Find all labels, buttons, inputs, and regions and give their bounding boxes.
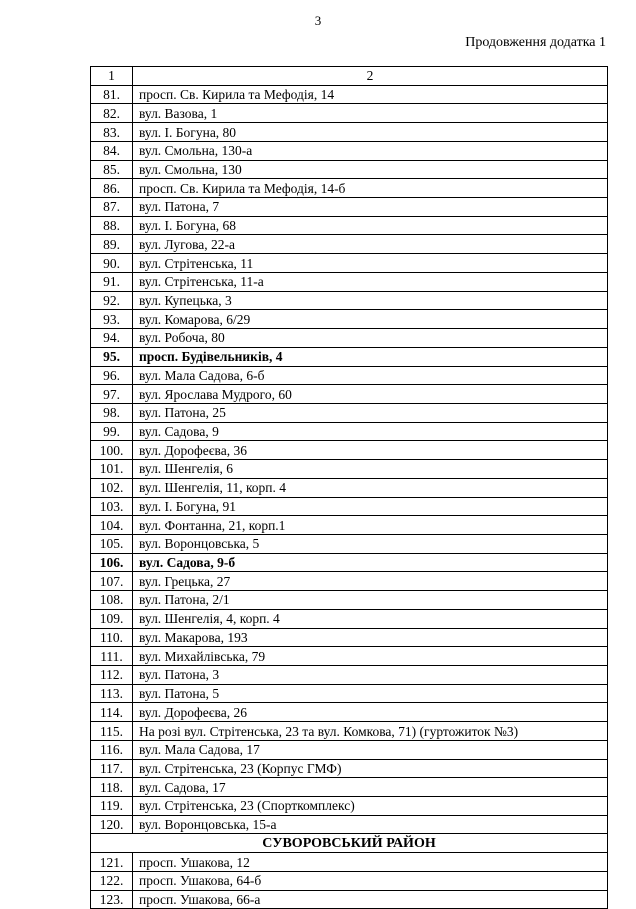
table-row — [91, 778, 608, 797]
table-row — [91, 254, 608, 273]
table-row — [91, 666, 608, 685]
row-number: 93. — [91, 310, 133, 329]
row-number: 99. — [91, 422, 133, 441]
row-number: 88. — [91, 216, 133, 235]
row-address: вул. І. Богуна, 91 — [133, 497, 608, 516]
row-address: вул. Садова, 9 — [133, 422, 608, 441]
header-cell-number: 1 — [91, 67, 133, 86]
row-number: 122. — [91, 871, 133, 890]
row-address: вул. Грецька, 27 — [133, 572, 608, 591]
row-address: вул. Шенгелія, 6 — [133, 460, 608, 479]
table-row — [91, 123, 608, 142]
row-number: 87. — [91, 198, 133, 217]
row-address: вул. Робоча, 80 — [133, 329, 608, 348]
row-address: вул. Михайлівська, 79 — [133, 647, 608, 666]
row-address: вул. Воронцовська, 15-а — [133, 815, 608, 834]
row-number: 96. — [91, 366, 133, 385]
row-address: вул. Патона, 5 — [133, 684, 608, 703]
row-address: вул. Фонтанна, 21, корп.1 — [133, 516, 608, 535]
table-row — [91, 141, 608, 160]
table-row — [91, 591, 608, 610]
table-header-row — [91, 67, 608, 86]
table-row — [91, 497, 608, 516]
row-number: 121. — [91, 853, 133, 872]
row-number: 94. — [91, 329, 133, 348]
row-number: 84. — [91, 141, 133, 160]
header-cell-address: 2 — [133, 67, 608, 86]
row-address: вул. Патона, 7 — [133, 198, 608, 217]
row-number: 82. — [91, 104, 133, 123]
row-number: 91. — [91, 272, 133, 291]
row-number: 81. — [91, 85, 133, 104]
table-row — [91, 198, 608, 217]
row-address: просп. Ушакова, 12 — [133, 853, 608, 872]
row-number: 83. — [91, 123, 133, 142]
row-address: вул. Садова, 9-б — [133, 553, 608, 572]
row-number: 90. — [91, 254, 133, 273]
row-number: 118. — [91, 778, 133, 797]
row-address: просп. Будівельників, 4 — [133, 347, 608, 366]
table-row — [91, 609, 608, 628]
table-row — [91, 441, 608, 460]
row-number: 123. — [91, 890, 133, 909]
table-row — [91, 272, 608, 291]
table-row — [91, 759, 608, 778]
district-section-row — [91, 834, 608, 853]
row-number: 112. — [91, 666, 133, 685]
row-address: вул. Дорофеєва, 36 — [133, 441, 608, 460]
row-number: 102. — [91, 478, 133, 497]
table-row — [91, 385, 608, 404]
table-row — [91, 703, 608, 722]
district-section-label: СУВОРОВСЬКИЙ РАЙОН — [91, 834, 608, 853]
page-number: 3 — [314, 13, 322, 28]
row-number: 101. — [91, 460, 133, 479]
row-address: просп. Ушакова, 66-а — [133, 890, 608, 909]
table-row — [91, 553, 608, 572]
table-row — [91, 628, 608, 647]
row-address: просп. Ушакова, 64-б — [133, 871, 608, 890]
row-number: 89. — [91, 235, 133, 254]
table-row — [91, 403, 608, 422]
row-address: просп. Св. Кирила та Мефодія, 14 — [133, 85, 608, 104]
table-row — [91, 460, 608, 479]
table-row — [91, 216, 608, 235]
table-row — [91, 291, 608, 310]
table-row — [91, 516, 608, 535]
row-number: 92. — [91, 291, 133, 310]
table-row — [91, 684, 608, 703]
table-row — [91, 235, 608, 254]
table-row — [91, 890, 608, 909]
table-row — [91, 647, 608, 666]
row-number: 111. — [91, 647, 133, 666]
row-number: 107. — [91, 572, 133, 591]
row-address: вул. І. Богуна, 68 — [133, 216, 608, 235]
row-address: вул. Стрітенська, 23 (Спорткомплекс) — [133, 797, 608, 816]
continuation-title: Продовження додатка 1 — [465, 35, 606, 50]
row-number: 114. — [91, 703, 133, 722]
row-address: вул. Стрітенська, 11 — [133, 254, 608, 273]
table-row — [91, 740, 608, 759]
table-row — [91, 422, 608, 441]
table-row — [91, 853, 608, 872]
row-number: 109. — [91, 609, 133, 628]
row-number: 105. — [91, 534, 133, 553]
row-address: вул. Смольна, 130 — [133, 160, 608, 179]
row-number: 110. — [91, 628, 133, 647]
row-address: вул. Шенгелія, 4, корп. 4 — [133, 609, 608, 628]
table-row — [91, 179, 608, 198]
row-address: вул. Купецька, 3 — [133, 291, 608, 310]
table-row — [91, 347, 608, 366]
table-row — [91, 310, 608, 329]
table-row — [91, 366, 608, 385]
row-address: вул. Стрітенська, 11-а — [133, 272, 608, 291]
row-address: вул. Садова, 17 — [133, 778, 608, 797]
row-address: просп. Св. Кирила та Мефодія, 14-б — [133, 179, 608, 198]
row-number: 120. — [91, 815, 133, 834]
row-number: 104. — [91, 516, 133, 535]
row-number: 119. — [91, 797, 133, 816]
address-table — [90, 66, 608, 909]
row-address: вул. Патона, 2/1 — [133, 591, 608, 610]
row-number: 100. — [91, 441, 133, 460]
row-address: вул. Дорофеєва, 26 — [133, 703, 608, 722]
row-address: вул. Вазова, 1 — [133, 104, 608, 123]
table-row — [91, 478, 608, 497]
table-row — [91, 815, 608, 834]
row-address: вул. Стрітенська, 23 (Корпус ГМФ) — [133, 759, 608, 778]
row-number: 95. — [91, 347, 133, 366]
row-address: вул. Комарова, 6/29 — [133, 310, 608, 329]
row-number: 106. — [91, 553, 133, 572]
row-address: вул. Воронцовська, 5 — [133, 534, 608, 553]
row-address: вул. Мала Садова, 17 — [133, 740, 608, 759]
row-address: вул. Лугова, 22-а — [133, 235, 608, 254]
table-row — [91, 104, 608, 123]
row-number: 103. — [91, 497, 133, 516]
row-number: 115. — [91, 722, 133, 741]
row-address: На розі вул. Стрітенська, 23 та вул. Комкова, 71) (гуртожиток №3) — [133, 722, 608, 741]
row-number: 117. — [91, 759, 133, 778]
table-row — [91, 722, 608, 741]
row-address: вул. Патона, 25 — [133, 403, 608, 422]
row-address: вул. Макарова, 193 — [133, 628, 608, 647]
row-number: 116. — [91, 740, 133, 759]
row-address: вул. І. Богуна, 80 — [133, 123, 608, 142]
row-number: 97. — [91, 385, 133, 404]
row-address: вул. Смольна, 130-а — [133, 141, 608, 160]
row-address: вул. Мала Садова, 6-б — [133, 366, 608, 385]
row-number: 85. — [91, 160, 133, 179]
table-row — [91, 534, 608, 553]
row-number: 86. — [91, 179, 133, 198]
table-row — [91, 160, 608, 179]
table-row — [91, 85, 608, 104]
table-row — [91, 871, 608, 890]
table-row — [91, 329, 608, 348]
table-row — [91, 572, 608, 591]
row-number: 108. — [91, 591, 133, 610]
table-row — [91, 797, 608, 816]
row-number: 113. — [91, 684, 133, 703]
row-address: вул. Ярослава Мудрого, 60 — [133, 385, 608, 404]
row-address: вул. Патона, 3 — [133, 666, 608, 685]
row-address: вул. Шенгелія, 11, корп. 4 — [133, 478, 608, 497]
row-number: 98. — [91, 403, 133, 422]
address-table-body — [91, 67, 608, 909]
